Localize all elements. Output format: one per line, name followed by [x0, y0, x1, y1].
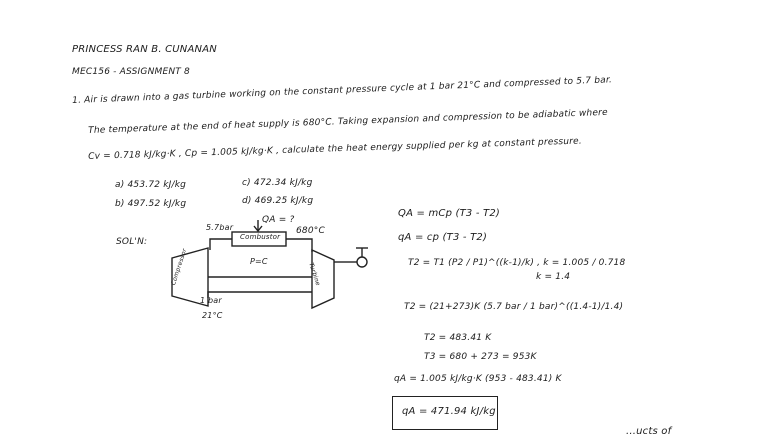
heat-in-label: QA = ?: [262, 215, 295, 225]
problem-line-2: The temperature at the end of heat supply is 680°C. Taking expansion and compression to be adiabatic where: [88, 107, 608, 136]
pipe-combustor-to-turbine: [286, 239, 312, 252]
corner-text: ...ucts of: [626, 426, 672, 437]
equation-7: T3 = 680 + 273 = 953K: [424, 352, 537, 362]
choice-b: b) 497.52 kJ/kg: [115, 199, 187, 209]
temperature-low-label: 21°C: [202, 311, 223, 320]
choice-a: a) 453.72 kJ/kg: [115, 180, 187, 190]
bottom-line: [208, 292, 312, 298]
choice-c: c) 472.34 kJ/kg: [242, 178, 313, 188]
choice-d: d) 469.25 kJ/kg: [242, 196, 314, 206]
turbine-label: Turbine: [307, 262, 322, 287]
process-label: P=C: [250, 257, 268, 266]
equation-6: T2 = 483.41 K: [424, 333, 492, 343]
pressure-high-label: 5.7bar: [206, 223, 234, 232]
equation-4: k = 1.4: [536, 272, 571, 282]
equation-5: T2 = (21+273)K (5.7 bar / 1 bar)^((1.4-1)/1.4): [404, 302, 624, 312]
student-name: PRINCESS RAN B. CUNANAN: [72, 44, 217, 55]
final-answer: qA = 471.94 kJ/kg: [402, 406, 496, 417]
pipe-compressor-to-combustor: [210, 239, 232, 250]
problem-line-3: Cv = 0.718 kJ/kg·K , Cp = 1.005 kJ/kg·K , calculate the heat energy supplied per kg at constant pressure.: [88, 136, 583, 162]
generator-icon: [357, 257, 367, 267]
equation-8: qA = 1.005 kJ/kg·K (953 - 483.41) K: [394, 374, 562, 384]
temperature-label: 680°C: [296, 226, 325, 236]
pressure-low-label: 1 bar: [200, 296, 222, 305]
equation-3: T2 = T1 (P2 / P1)^((k-1)/k) , k = 1.005 / 0.718: [408, 258, 626, 268]
solution-label: SOL'N:: [116, 237, 148, 247]
course-assignment: MEC156 - ASSIGNMENT 8: [72, 67, 190, 77]
equation-1: QA = mCp (T3 - T2): [398, 208, 501, 219]
problem-line-1: 1. Air is drawn into a gas turbine working on the constant pressure cycle at 1 bar 21°C and compressed to 5.7 bar.: [72, 75, 613, 106]
compressor-label: Compressor: [170, 247, 189, 287]
combustor-label: Combustor: [240, 233, 281, 241]
equation-2: qA = cp (T3 - T2): [398, 232, 488, 243]
